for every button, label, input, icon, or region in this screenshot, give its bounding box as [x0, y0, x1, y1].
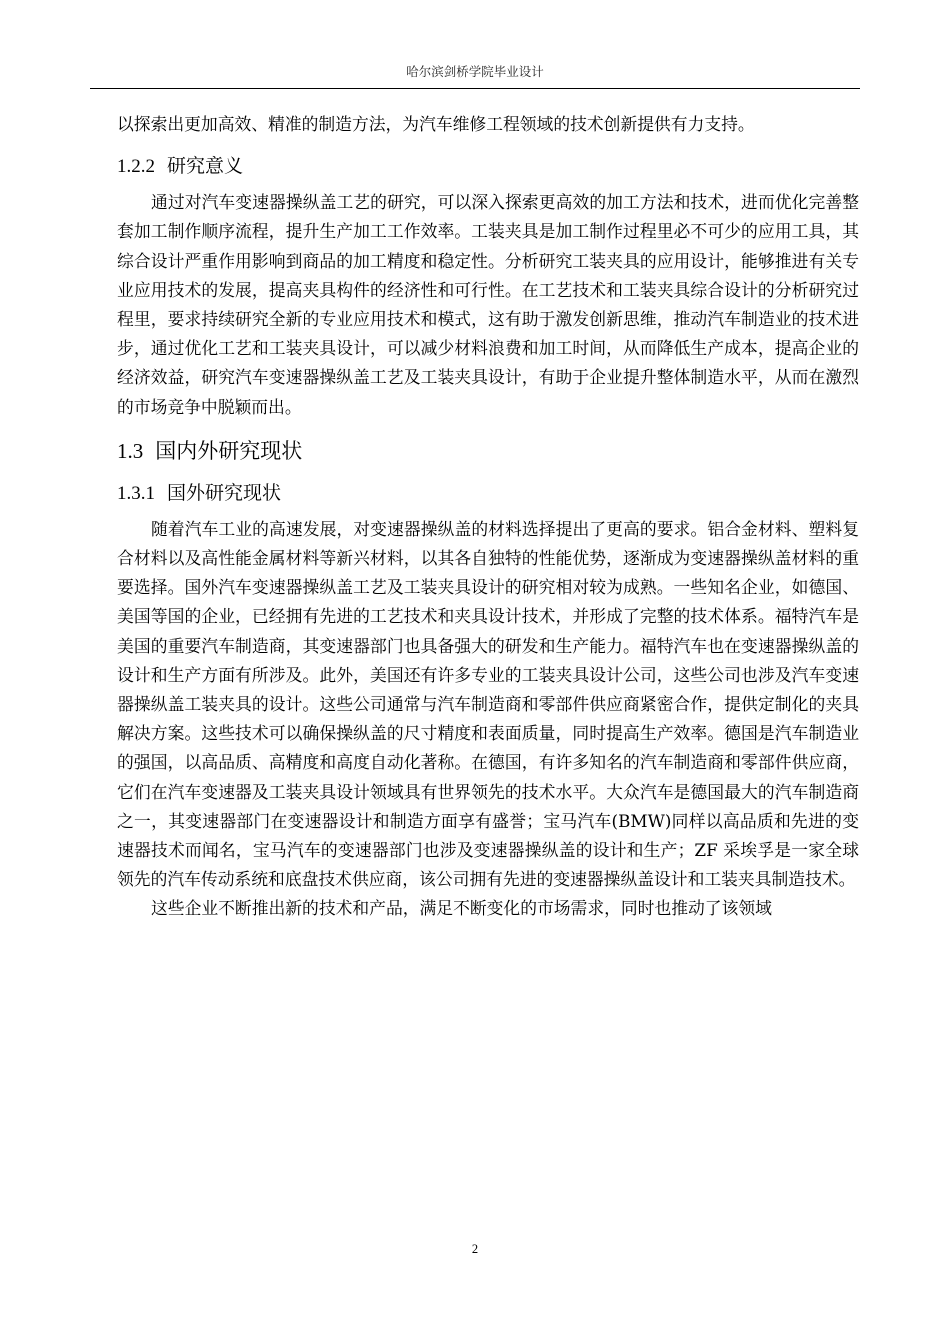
section-title: 国外研究现状 — [167, 481, 282, 504]
page-body — [117, 110, 859, 924]
section-number: 1.2.2 — [117, 156, 155, 178]
section-heading-1-2-2 — [117, 152, 859, 181]
paragraph-foreign-research: 随着汽车工业的高速发展，对变速器操纵盖的材料选择提出了更高的要求。铝合金材料、塑料复合材料以及高性能金属材料等新兴材料，以其各自独特的性能优势，逐渐成为变速器操纵盖材料的重要选择。国外汽车变速器操纵盖工艺及工装夹具设计的研究相对较为成熟。一些知名企业，如德国、美国等国的企业，已经拥有先进的工艺技术和夹具设计技术，并形成了完整的技术体系。福特汽车是美国的重要汽车制造商，其变速器部门也具备强大的研发和生产能力。福特汽车也在变速器操纵盖的设计和生产方面有所涉及。此外，美国还有许多专业的工装夹具设计公司，这些公司也涉及汽车变速器操纵盖工装夹具的设计。这些公司通常与汽车制造商和零部件供应商紧密合作，提供定制化的夹具解决方案。这些技术可以确保操纵盖的尺寸精度和表面质量，同时提高生产效率。德国是汽车制造业的强国，以高品质、高精度和高度自动化著称。在德国，有许多知名的汽车制造商和零部件供应商，它们在汽车变速器及工装夹具设计领域具有世界领先的技术水平。大众汽车是德国最大的汽车制造商之一，其变速器部门在变速器设计和制造方面享有盛誉；宝马汽车(BMW)同样以高品质和先进的变速器技术而闻名，宝马汽车的变速器部门也涉及变速器操纵盖的设计和生产；ZF 采埃孚是一家全球领先的汽车传动系统和底盘技术供应商，该公司拥有先进的变速器操纵盖设计和工装夹具制造技术。 — [117, 518, 859, 890]
section-number: 1.3.1 — [117, 482, 155, 504]
page-number: 2 — [471, 1242, 479, 1256]
header-divider — [90, 88, 860, 89]
section-number: 1.3 — [117, 438, 144, 463]
paragraph-continued: 这些企业不断推出新的技术和产品，满足不断变化的市场需求，同时也推动了该领域 — [151, 898, 772, 919]
paragraph-continuation: 以探索出更加高效、精准的制造方法，为汽车维修工程领域的技术创新提供有力支持。 — [117, 114, 755, 134]
paragraph-research-significance: 通过对汽车变速器操纵盖工艺的研究，可以深入探索更高效的加工方法和技术，进而优化完善整套加工制作顺序流程，提升生产加工工作效率。工装夹具是加工制作过程里必不可少的应用工具，其综合设计严重作用影响到商品的加工精度和稳定性。分析研究工装夹具的应用设计，能够推进有关专业应用技术的发展，提高夹具构件的经济性和可行性。在工艺技术和工装夹具综合设计的分析研究过程里，要求持续研究全新的专业应用技术和模式，这有助于激发创新思维，推动汽车制造业的技术进步，通过优化工艺和工装夹具设计，可以减少材料浪费和加工时间，从而降低生产成本，提高企业的经济效益，研究汽车变速器操纵盖工艺及工装夹具设计，有助于企业提升整体制造水平，从而在激烈的市场竞争中脱颖而出。 — [117, 192, 859, 417]
running-header: 哈尔滨剑桥学院毕业设计 — [406, 64, 544, 79]
section-title: 研究意义 — [167, 155, 244, 178]
section-heading-1-3-1 — [117, 479, 859, 508]
section-title: 国内外研究现状 — [155, 438, 303, 463]
section-heading-1-3 — [117, 436, 859, 466]
